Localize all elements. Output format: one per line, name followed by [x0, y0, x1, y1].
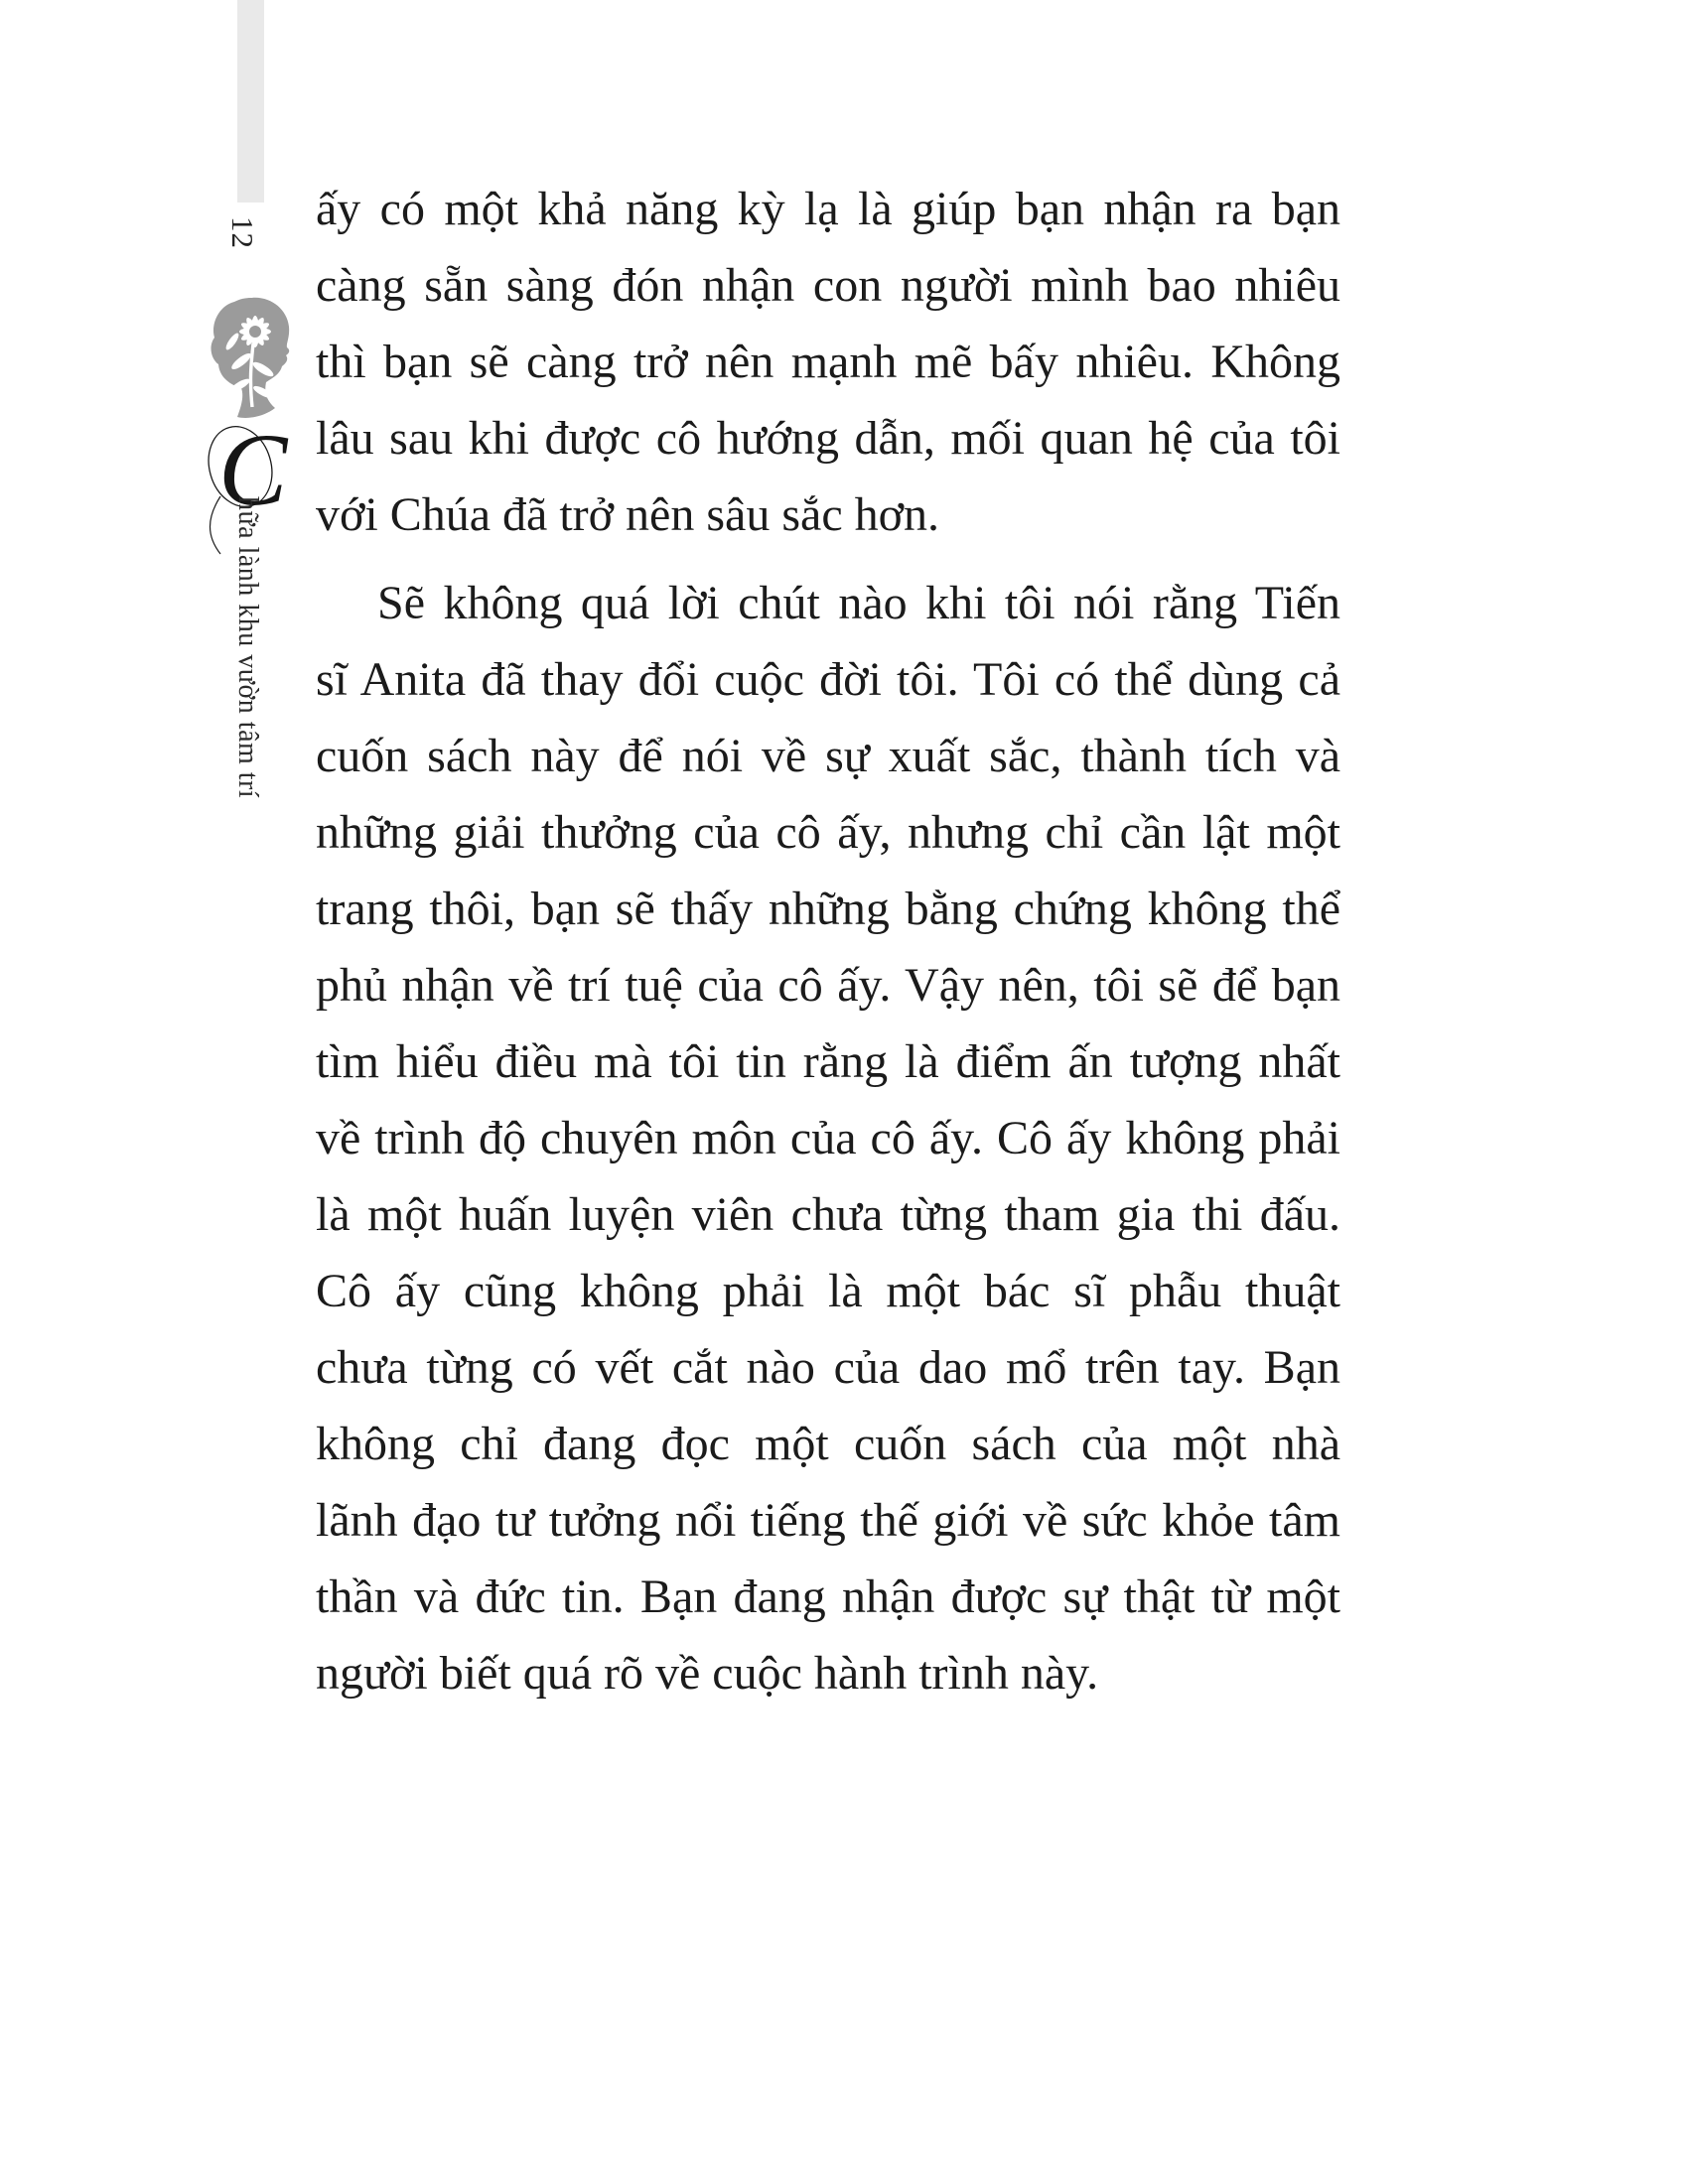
paragraph	[316, 171, 1340, 553]
text-line: những giải thưởng của cô ấy, nhưng chỉ cần lật một	[316, 806, 1340, 859]
woman-flower-icon	[209, 296, 296, 420]
text-line: phủ nhận về trí tuệ của cô ấy. Vậy nên, tôi sẽ để bạn	[316, 959, 1340, 1012]
text-line: thì bạn sẽ càng trở nên mạnh mẽ bấy nhiêu. Không	[316, 336, 1340, 388]
page-number: 12	[225, 216, 260, 249]
text-line: là một huấn luyện viên chưa từng tham gia thi đấu.	[316, 1188, 1340, 1241]
text-line: không chỉ đang đọc một cuốn sách của một nhà	[316, 1418, 1340, 1470]
text-line: tìm hiểu điều mà tôi tin rằng là điểm ấn tượng nhất	[316, 1035, 1340, 1088]
text-line: Cô ấy cũng không phải là một bác sĩ phẫu thuật	[316, 1265, 1340, 1317]
paragraph	[316, 565, 1340, 1711]
text-column	[316, 171, 1340, 1711]
book-title-vertical: hữa lành khu vườn tâm trí	[232, 496, 263, 799]
text-line: cuốn sách này để nói về sự xuất sắc, thành tích và	[316, 730, 1340, 782]
text-line: chưa từng có vết cắt nào của dao mổ trên tay. Bạn	[316, 1341, 1340, 1394]
text-line: Sẽ không quá lời chút nào khi tôi nói rằng Tiến	[377, 577, 1340, 629]
text-line: lãnh đạo tư tưởng nổi tiếng thế giới về sức khỏe tâm	[316, 1494, 1340, 1547]
text-line: người biết quá rõ về cuộc hành trình này.	[316, 1647, 1099, 1700]
text-line: càng sẵn sàng đón nhận con người mình bao nhiêu	[316, 259, 1340, 312]
text-line: với Chúa đã trở nên sâu sắc hơn.	[316, 488, 940, 541]
text-line: lâu sau khi được cô hướng dẫn, mối quan hệ của tôi	[316, 412, 1340, 465]
initial-letter: C	[218, 413, 288, 527]
text-line: thần và đức tin. Bạn đang nhận được sự thật từ một	[316, 1570, 1340, 1623]
text-line: về trình độ chuyên môn của cô ấy. Cô ấy không phải	[316, 1112, 1340, 1164]
margin-bar	[237, 0, 264, 203]
text-line: trang thôi, bạn sẽ thấy những bằng chứng không thể	[316, 883, 1340, 935]
text-line: sĩ Anita đã thay đổi cuộc đời tôi. Tôi có thể dùng cả	[316, 653, 1340, 706]
text-line: ấy có một khả năng kỳ lạ là giúp bạn nhận ra bạn	[316, 183, 1340, 235]
